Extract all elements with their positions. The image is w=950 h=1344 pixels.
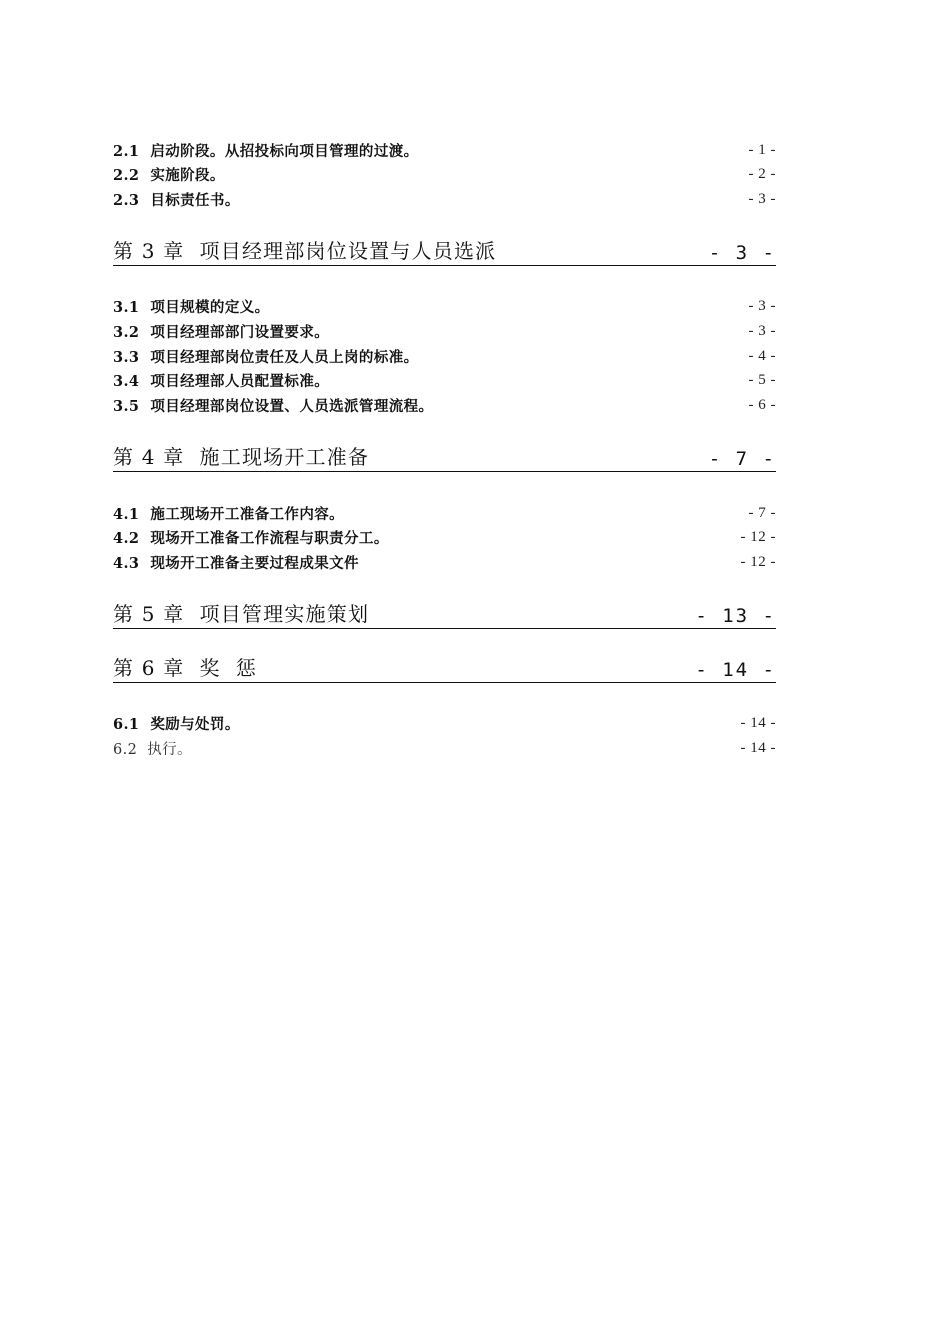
toc-entry-4-2[interactable] xyxy=(113,526,776,548)
toc-chapter-label: 第 5 章 项目管理实施策划 xyxy=(113,602,370,626)
toc-entry-label: 3.4 项目经理部人员配置标准。 xyxy=(113,372,330,390)
toc-chapter-4[interactable] xyxy=(113,440,776,472)
toc-entry-label: 3.2 项目经理部部门设置要求。 xyxy=(113,323,330,341)
toc-chapter-3[interactable] xyxy=(113,234,776,266)
toc-entry-page: - 12 - xyxy=(740,528,776,545)
toc-entry-page: - 3 - xyxy=(748,322,776,339)
toc-chapter-5[interactable] xyxy=(113,597,776,629)
toc-entry-page: - 2 - xyxy=(748,165,776,182)
toc-entry-label: 3.5 项目经理部岗位设置、人员选派管理流程。 xyxy=(113,397,434,415)
toc-chapter-label: 第 6 章 奖 惩 xyxy=(113,656,258,680)
toc-entry-label: 4.2 现场开工准备工作流程与职责分工。 xyxy=(113,529,389,547)
toc-chapter-label: 第 4 章 施工现场开工准备 xyxy=(113,445,370,469)
toc-chapter-page: - 13 - xyxy=(695,605,776,627)
toc-chapter-label: 第 3 章 项目经理部岗位设置与人员选派 xyxy=(113,239,497,263)
toc-entry-page: - 6 - xyxy=(748,396,776,413)
toc-entry-page: - 5 - xyxy=(748,371,776,388)
toc-entry-2-3[interactable] xyxy=(113,188,776,210)
toc-entry-label: 3.1 项目规模的定义。 xyxy=(113,298,270,316)
toc-entry-6-2[interactable] xyxy=(113,737,776,759)
toc-entry-3-2[interactable] xyxy=(113,320,776,342)
toc-entry-page: - 3 - xyxy=(748,297,776,314)
toc-entry-2-1[interactable] xyxy=(113,139,776,161)
toc-chapter-page: - 14 - xyxy=(695,659,776,681)
toc-entry-label: 6.2 执行。 xyxy=(113,741,192,758)
toc-entry-4-3[interactable] xyxy=(113,551,776,573)
toc-entry-page: - 1 - xyxy=(748,141,776,158)
toc-entry-label: 2.1 启动阶段。从招投标向项目管理的过渡。 xyxy=(113,142,419,160)
toc-chapter-6[interactable] xyxy=(113,651,776,683)
toc-entry-page: - 7 - xyxy=(748,504,776,521)
toc-chapter-page: - 7 - xyxy=(708,448,776,470)
toc-entry-page: - 14 - xyxy=(740,739,776,756)
toc-entry-page: - 4 - xyxy=(748,347,776,364)
toc-entry-label: 4.3 现场开工准备主要过程成果文件 xyxy=(113,554,359,572)
toc-entry-label: 6.1 奖励与处罚。 xyxy=(113,715,240,733)
toc-entry-3-5[interactable] xyxy=(113,394,776,416)
toc-entry-6-1[interactable] xyxy=(113,712,776,734)
toc-entry-3-3[interactable] xyxy=(113,345,776,367)
toc-entry-3-1[interactable] xyxy=(113,295,776,317)
toc-entry-2-2[interactable] xyxy=(113,163,776,185)
toc-chapter-page: - 3 - xyxy=(708,242,776,264)
toc-entry-label: 3.3 项目经理部岗位责任及人员上岗的标准。 xyxy=(113,348,419,366)
toc-entry-label: 2.3 目标责任书。 xyxy=(113,191,240,209)
toc-entry-page: - 14 - xyxy=(740,714,776,731)
toc-entry-4-1[interactable] xyxy=(113,502,776,524)
toc-entry-label: 4.1 施工现场开工准备工作内容。 xyxy=(113,505,345,523)
toc-entry-page: - 3 - xyxy=(748,190,776,207)
toc-entry-label: 2.2 实施阶段。 xyxy=(113,166,225,184)
toc-entry-page: - 12 - xyxy=(740,553,776,570)
toc-entry-3-4[interactable] xyxy=(113,369,776,391)
